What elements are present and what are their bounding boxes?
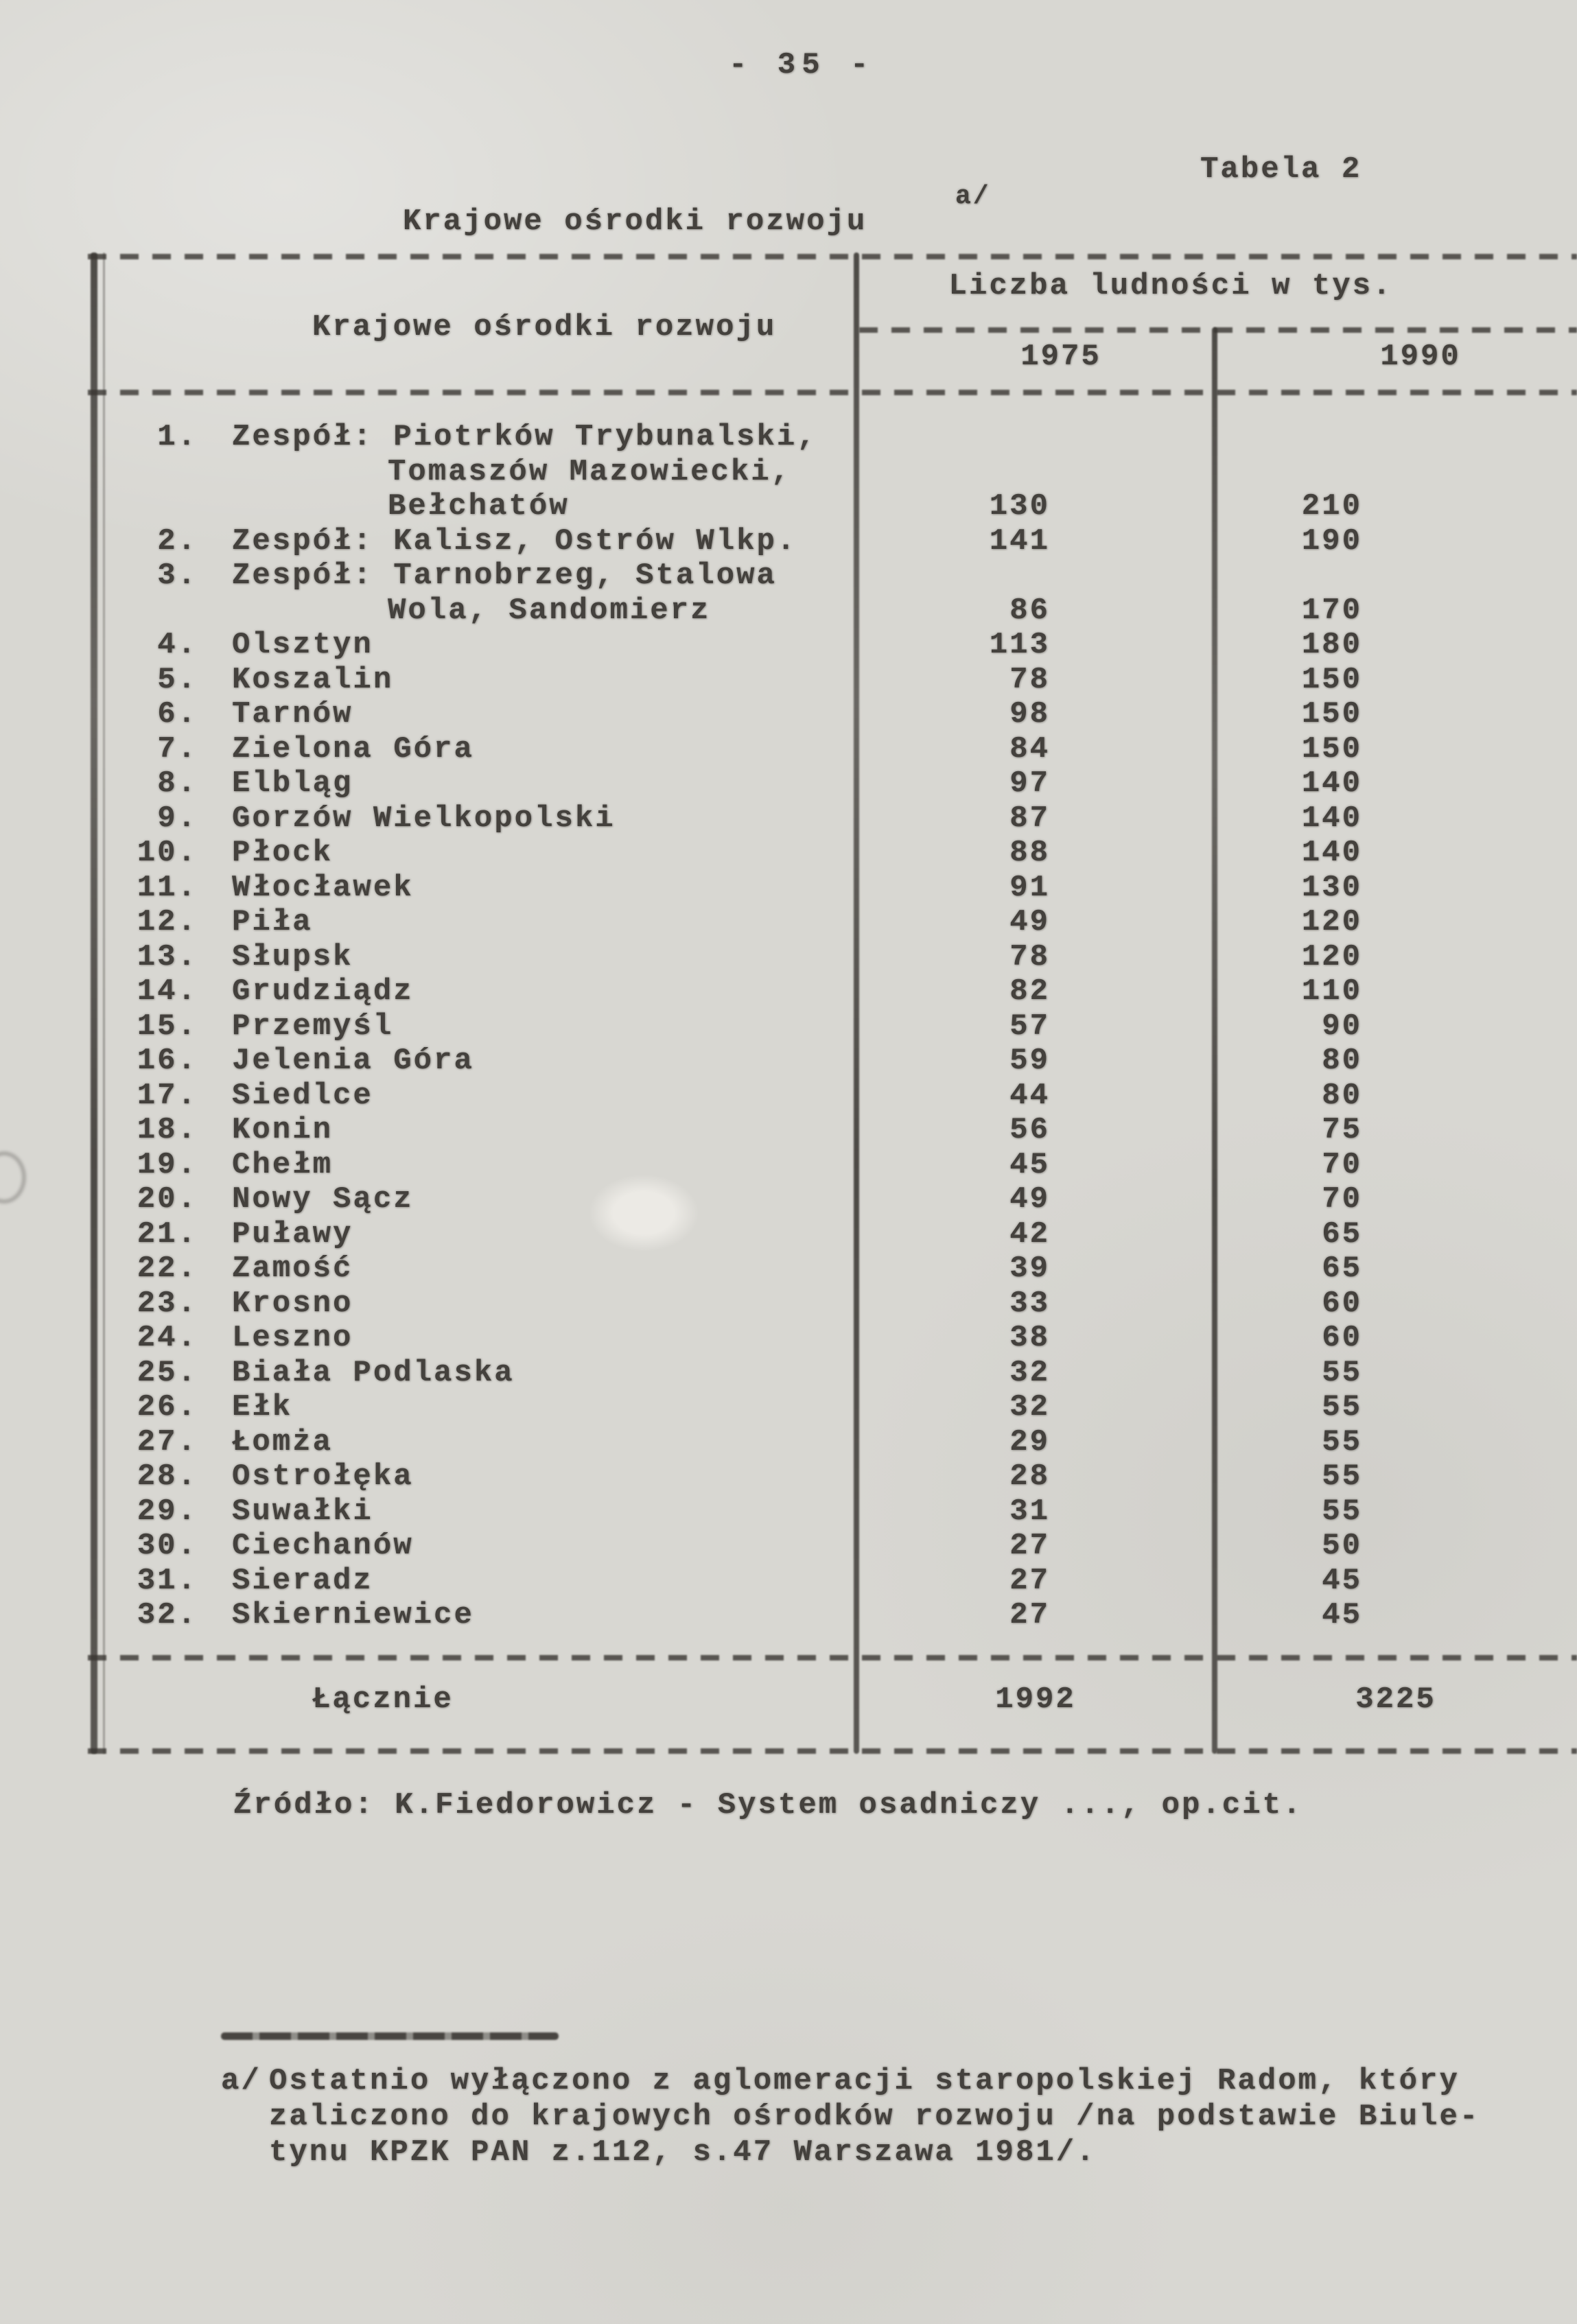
table-row bbox=[0, 1390, 1577, 1424]
row-name: Siedlce bbox=[232, 1078, 373, 1113]
table-row bbox=[0, 524, 1577, 559]
table-row bbox=[0, 1564, 1577, 1598]
table-row bbox=[0, 1079, 1577, 1113]
row-number: 12. bbox=[137, 905, 198, 939]
value-1975: 82 bbox=[1009, 974, 1050, 1009]
value-1975: 84 bbox=[1009, 731, 1050, 766]
row-number: 8. bbox=[157, 766, 198, 801]
table-row bbox=[0, 663, 1577, 697]
value-1975: 45 bbox=[1009, 1147, 1050, 1182]
row-number: 5. bbox=[157, 662, 198, 697]
row-name: Ełk bbox=[232, 1390, 293, 1424]
row-number: 1. bbox=[157, 420, 198, 454]
value-1975: 27 bbox=[1009, 1529, 1050, 1563]
table-row bbox=[0, 489, 1577, 524]
row-name: Bełchatów bbox=[388, 489, 570, 524]
row-number: 3. bbox=[157, 559, 198, 593]
table-row bbox=[0, 1494, 1577, 1529]
table-row bbox=[0, 1009, 1577, 1044]
value-1990: 90 bbox=[1322, 1009, 1362, 1044]
row-number: 22. bbox=[137, 1252, 198, 1286]
footnote-line: zaliczono do krajowych ośrodków rozwoju /na podstawie Biule- bbox=[269, 2100, 1480, 2134]
row-number: 4. bbox=[157, 628, 198, 662]
row-number: 21. bbox=[137, 1217, 198, 1252]
table-row bbox=[0, 940, 1577, 974]
row-number: 19. bbox=[137, 1147, 198, 1182]
row-number: 28. bbox=[137, 1459, 198, 1494]
column-header-1990: 1990 bbox=[1380, 340, 1461, 374]
row-name: Koszalin bbox=[232, 662, 394, 697]
value-1990: 45 bbox=[1322, 1563, 1362, 1598]
value-1975: 113 bbox=[989, 628, 1050, 662]
value-1990: 80 bbox=[1322, 1078, 1362, 1113]
row-name: Tomaszów Mazowiecki, bbox=[388, 454, 792, 489]
column-header-centres: Krajowe ośrodki rozwoju bbox=[312, 310, 777, 344]
value-1990: 75 bbox=[1322, 1113, 1362, 1147]
table-row bbox=[0, 871, 1577, 905]
row-name: Słupsk bbox=[232, 939, 353, 974]
value-1990: 60 bbox=[1322, 1286, 1362, 1321]
row-name: Skierniewice bbox=[232, 1598, 474, 1632]
value-1990: 110 bbox=[1301, 974, 1362, 1009]
value-1975: 98 bbox=[1009, 697, 1050, 731]
value-1975: 56 bbox=[1009, 1113, 1050, 1147]
value-1975: 49 bbox=[1009, 1182, 1050, 1217]
value-1990: 80 bbox=[1322, 1044, 1362, 1078]
row-number: 31. bbox=[137, 1563, 198, 1598]
row-number: 2. bbox=[157, 524, 198, 559]
row-number: 11. bbox=[137, 870, 198, 905]
row-number: 6. bbox=[157, 697, 198, 731]
row-name: Nowy Sącz bbox=[232, 1182, 414, 1217]
row-name: Zespół: Piotrków Trybunalski, bbox=[232, 420, 817, 454]
table-row bbox=[0, 697, 1577, 731]
value-1975: 44 bbox=[1009, 1078, 1050, 1113]
footnote-line: Ostatnio wyłączono z aglomeracji staropolskiej Radom, który bbox=[269, 2064, 1460, 2098]
value-1975: 87 bbox=[1009, 801, 1050, 836]
row-name: Przemyśl bbox=[232, 1009, 394, 1044]
table-row bbox=[0, 420, 1577, 454]
row-name: Konin bbox=[232, 1113, 334, 1147]
row-number: 32. bbox=[137, 1598, 198, 1632]
row-name: Grudziądz bbox=[232, 974, 414, 1009]
value-1990: 120 bbox=[1301, 905, 1362, 939]
row-name: Elbląg bbox=[232, 766, 353, 801]
row-number: 14. bbox=[137, 974, 198, 1009]
table-row bbox=[0, 1529, 1577, 1563]
table-row bbox=[0, 628, 1577, 662]
row-number: 16. bbox=[137, 1044, 198, 1078]
table-body bbox=[0, 420, 1577, 1632]
value-1975: 49 bbox=[1009, 905, 1050, 939]
table-row bbox=[0, 455, 1577, 489]
value-1990: 150 bbox=[1301, 662, 1362, 697]
value-1990: 70 bbox=[1322, 1182, 1362, 1217]
row-number: 13. bbox=[137, 939, 198, 974]
row-number: 10. bbox=[137, 836, 198, 870]
table-row bbox=[0, 836, 1577, 870]
table-row bbox=[0, 1287, 1577, 1321]
value-1990: 65 bbox=[1322, 1217, 1362, 1252]
table-total-top-rule bbox=[88, 1655, 1577, 1660]
value-1990: 170 bbox=[1301, 593, 1362, 628]
table-row bbox=[0, 1425, 1577, 1459]
value-1990: 55 bbox=[1322, 1459, 1362, 1494]
table-row bbox=[0, 801, 1577, 836]
table-row bbox=[0, 1148, 1577, 1182]
total-value-1990: 3225 bbox=[1355, 1682, 1436, 1717]
table-border-top bbox=[88, 254, 1577, 259]
source-line: Źródło: K.Fiedorowicz - System osadniczy ..., op.cit. bbox=[233, 1788, 1303, 1822]
table-row bbox=[0, 1459, 1577, 1494]
value-1975: 57 bbox=[1009, 1009, 1050, 1044]
value-1975: 141 bbox=[989, 524, 1050, 559]
table-row bbox=[0, 766, 1577, 801]
row-number: 18. bbox=[137, 1113, 198, 1147]
row-number: 9. bbox=[157, 801, 198, 836]
value-1990: 150 bbox=[1301, 731, 1362, 766]
row-name: Puławy bbox=[232, 1217, 353, 1252]
row-name: Olsztyn bbox=[232, 628, 373, 662]
table-row bbox=[0, 1182, 1577, 1217]
value-1975: 32 bbox=[1009, 1390, 1050, 1424]
value-1975: 91 bbox=[1009, 870, 1050, 905]
value-1975: 32 bbox=[1009, 1355, 1050, 1390]
table-header-sub-rule bbox=[859, 327, 1577, 333]
row-name: Zespół: Kalisz, Ostrów Wlkp. bbox=[232, 524, 797, 559]
table-row bbox=[0, 974, 1577, 1009]
value-1975: 130 bbox=[989, 489, 1050, 524]
total-label: Łącznie bbox=[312, 1682, 454, 1717]
row-number: 23. bbox=[137, 1286, 198, 1321]
row-name: Biała Podlaska bbox=[232, 1355, 515, 1390]
row-number: 7. bbox=[157, 731, 198, 766]
value-1975: 28 bbox=[1009, 1459, 1050, 1494]
value-1990: 140 bbox=[1301, 836, 1362, 870]
row-name: Ostrołęka bbox=[232, 1459, 414, 1494]
value-1990: 60 bbox=[1322, 1321, 1362, 1355]
row-number: 30. bbox=[137, 1529, 198, 1563]
table-row bbox=[0, 1044, 1577, 1078]
footnote-line: tynu KPZK PAN z.112, s.47 Warszawa 1981/. bbox=[269, 2135, 1097, 2170]
value-1990: 55 bbox=[1322, 1424, 1362, 1459]
row-name: Wola, Sandomierz bbox=[388, 593, 711, 628]
value-1975: 78 bbox=[1009, 662, 1050, 697]
value-1990: 210 bbox=[1301, 489, 1362, 524]
value-1975: 42 bbox=[1009, 1217, 1050, 1252]
value-1990: 55 bbox=[1322, 1390, 1362, 1424]
total-value-1975: 1992 bbox=[995, 1682, 1076, 1717]
value-1990: 190 bbox=[1301, 524, 1362, 559]
value-1975: 97 bbox=[1009, 766, 1050, 801]
row-number: 27. bbox=[137, 1424, 198, 1459]
page-title: Krajowe ośrodki rozwoju bbox=[403, 204, 867, 239]
row-name: Jelenia Góra bbox=[232, 1044, 474, 1078]
table-header-bottom-rule bbox=[88, 390, 1577, 395]
value-1975: 27 bbox=[1009, 1563, 1050, 1598]
row-number: 20. bbox=[137, 1182, 198, 1217]
row-name: Chełm bbox=[232, 1147, 334, 1182]
correction-fluid-mark bbox=[589, 1175, 699, 1252]
footnote-separator-rule bbox=[221, 2032, 559, 2040]
value-1990: 50 bbox=[1322, 1529, 1362, 1563]
value-1990: 70 bbox=[1322, 1147, 1362, 1182]
page-number: - 35 - bbox=[729, 48, 875, 82]
value-1990: 55 bbox=[1322, 1355, 1362, 1390]
table-row bbox=[0, 1321, 1577, 1355]
value-1975: 27 bbox=[1009, 1598, 1050, 1632]
row-name: Ciechanów bbox=[232, 1529, 414, 1563]
row-name: Zespół: Tarnobrzeg, Stalowa bbox=[232, 559, 777, 593]
row-name: Suwałki bbox=[232, 1494, 373, 1529]
table-row bbox=[0, 1113, 1577, 1147]
row-name: Sieradz bbox=[232, 1563, 373, 1598]
title-footnote-marker: a/ bbox=[955, 182, 991, 211]
row-name: Włocławek bbox=[232, 870, 414, 905]
column-header-population: Liczba ludności w tys. bbox=[948, 269, 1393, 303]
row-number: 25. bbox=[137, 1355, 198, 1390]
row-name: Krosno bbox=[232, 1286, 353, 1321]
row-number: 29. bbox=[137, 1494, 198, 1529]
value-1975: 33 bbox=[1009, 1286, 1050, 1321]
table-row bbox=[0, 1598, 1577, 1632]
value-1990: 150 bbox=[1301, 697, 1362, 731]
value-1975: 59 bbox=[1009, 1044, 1050, 1078]
table-border-bottom bbox=[88, 1748, 1577, 1754]
value-1990: 65 bbox=[1322, 1252, 1362, 1286]
value-1990: 55 bbox=[1322, 1494, 1362, 1529]
value-1975: 88 bbox=[1009, 836, 1050, 870]
row-name: Łomża bbox=[232, 1424, 334, 1459]
row-number: 15. bbox=[137, 1009, 198, 1044]
row-name: Zamość bbox=[232, 1252, 353, 1286]
table-row bbox=[0, 594, 1577, 628]
table-row bbox=[0, 732, 1577, 766]
row-number: 24. bbox=[137, 1321, 198, 1355]
table-row bbox=[0, 1252, 1577, 1286]
row-number: 26. bbox=[137, 1390, 198, 1424]
value-1975: 39 bbox=[1009, 1252, 1050, 1286]
row-name: Leszno bbox=[232, 1321, 353, 1355]
row-number: 17. bbox=[137, 1078, 198, 1113]
value-1975: 29 bbox=[1009, 1424, 1050, 1459]
value-1975: 86 bbox=[1009, 593, 1050, 628]
value-1975: 31 bbox=[1009, 1494, 1050, 1529]
table-row bbox=[0, 1217, 1577, 1252]
table-row bbox=[0, 905, 1577, 939]
row-name: Tarnów bbox=[232, 697, 353, 731]
value-1990: 140 bbox=[1301, 766, 1362, 801]
value-1990: 140 bbox=[1301, 801, 1362, 836]
table-row bbox=[0, 1356, 1577, 1390]
row-name: Piła bbox=[232, 905, 313, 939]
value-1990: 45 bbox=[1322, 1598, 1362, 1632]
row-name: Płock bbox=[232, 836, 334, 870]
value-1990: 130 bbox=[1301, 870, 1362, 905]
value-1975: 78 bbox=[1009, 939, 1050, 974]
column-header-1975: 1975 bbox=[1020, 340, 1101, 374]
value-1990: 120 bbox=[1301, 939, 1362, 974]
table-row bbox=[0, 559, 1577, 593]
value-1990: 180 bbox=[1301, 628, 1362, 662]
row-name: Gorzów Wielkopolski bbox=[232, 801, 616, 836]
table-label: Tabela 2 bbox=[1200, 152, 1362, 187]
value-1975: 38 bbox=[1009, 1321, 1050, 1355]
row-name: Zielona Góra bbox=[232, 731, 474, 766]
footnote-marker: a/ bbox=[221, 2064, 261, 2098]
